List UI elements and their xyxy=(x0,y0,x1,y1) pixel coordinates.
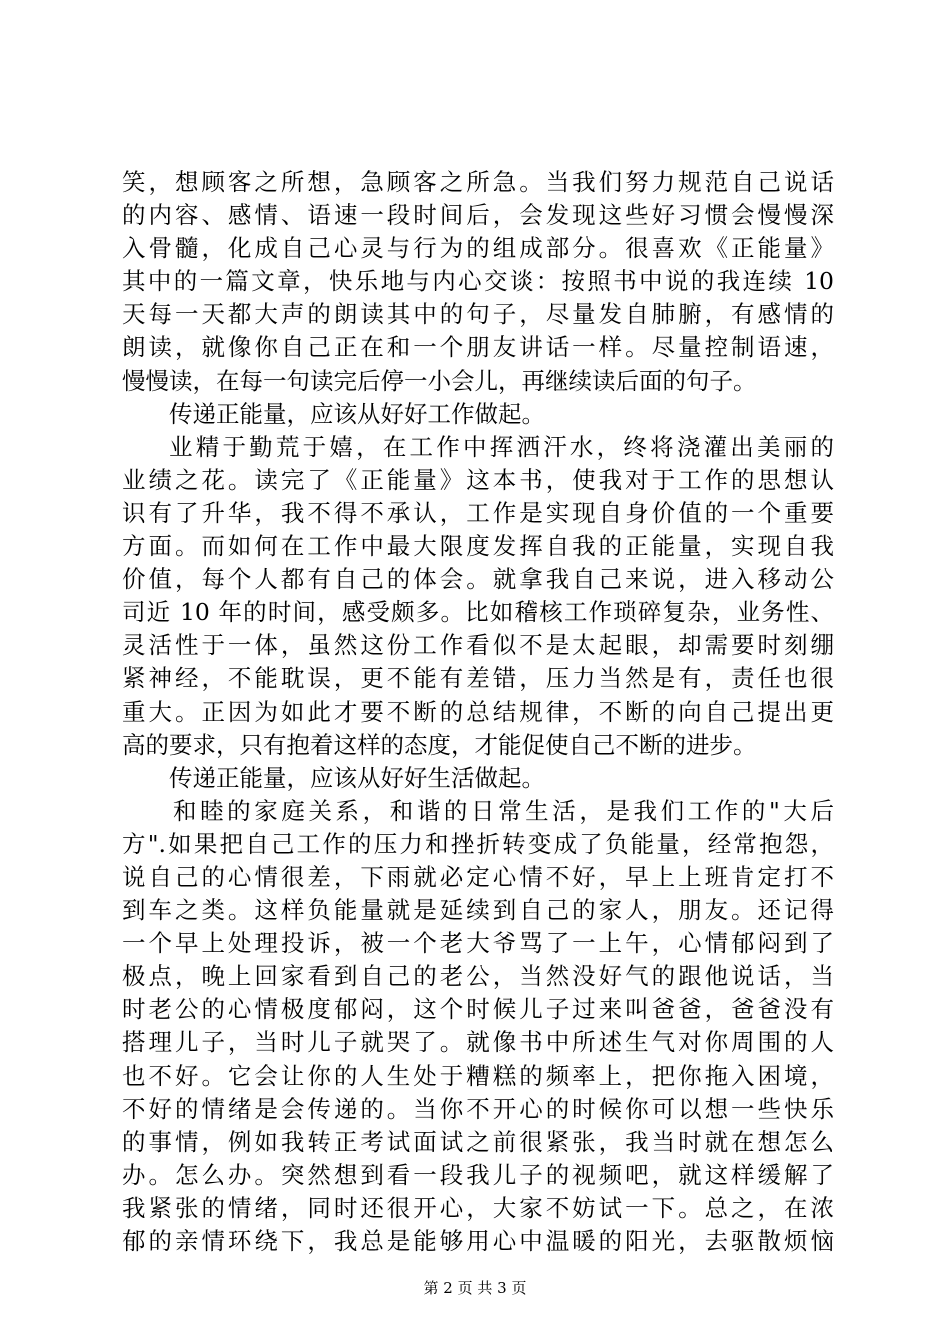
text-line: 的内容、感情、语速一段时间后，会发现这些好习惯会慢慢深 xyxy=(122,201,834,230)
text-line: 搭理儿子，当时儿子就哭了。就像书中所述生气对你周围的人 xyxy=(122,1028,834,1057)
text-line: 时老公的心情极度郁闷，这个时候儿子过来叫爸爸，爸爸没有 xyxy=(122,995,834,1024)
text-line: 价值，每个人都有自己的体会。就拿我自己来说，进入移动公 xyxy=(122,565,834,594)
text-line: 灵活性于一体，虽然这份工作看似不是太起眼，却需要时刻绷 xyxy=(122,631,834,660)
document-body xyxy=(122,166,834,1258)
text-line: 办。怎么办。突然想到看一段我儿子的视频吧，就这样缓解了 xyxy=(122,1160,834,1189)
text-line: 天每一天都大声的朗读其中的句子，尽量发自肺腑，有感情的 xyxy=(122,300,834,329)
text-line: 方".如果把自己工作的压力和挫折转变成了负能量，经常抱怨， xyxy=(122,829,834,858)
text-line: 到车之类。这样负能量就是延续到自己的家人，朋友。还记得 xyxy=(122,896,834,925)
text-line: 业精于勤荒于嬉，在工作中挥洒汗水，终将浇灌出美丽的 xyxy=(169,432,834,461)
text-line: 郁的亲情环绕下，我总是能够用心中温暖的阳光，去驱散烦恼 xyxy=(122,1227,834,1255)
text-line: 一个早上处理投诉，被一个老大爷骂了一上午，心情郁闷到了 xyxy=(122,929,834,958)
text-line: 也不好。它会让你的人生处于糟糕的频率上，把你拖入困境， xyxy=(122,1061,834,1090)
text-line: 慢慢读，在每一句读完后停一小会儿，再继续读后面的句子。 xyxy=(122,366,757,395)
text-line: 司近 10 年的时间，感受颇多。比如稽核工作琐碎复杂，业务性、 xyxy=(122,598,834,627)
section-heading: 传递正能量，应该从好好工作做起。 xyxy=(169,399,545,428)
text-line: 说自己的心情很差，下雨就必定心情不好，早上上班肯定打不 xyxy=(122,862,834,891)
text-line: 入骨髓，化成自己心灵与行为的组成部分。很喜欢《正能量》 xyxy=(122,234,834,263)
text-line: 极点，晚上回家看到自己的老公，当然没好气的跟他说话，当 xyxy=(122,962,834,991)
text-line: 方面。而如何在工作中最大限度发挥自我的正能量，实现自我 xyxy=(122,532,834,561)
page-footer: 第 2 页 共 3 页 xyxy=(423,1279,527,1297)
text-line: 朗读，就像你自己正在和一个朋友讲话一样。尽量控制语速， xyxy=(122,333,834,362)
text-line: 重大。正因为如此才要不断的总结规律，不断的向自己提出更 xyxy=(122,697,834,726)
text-line: 紧神经，不能耽误，更不能有差错，压力当然是有，责任也很 xyxy=(122,664,834,693)
text-line: 的事情，例如我转正考试面试之前很紧张，我当时就在想怎么 xyxy=(122,1127,834,1156)
text-line: 不好的情绪是会传递的。当你不开心的时候你可以想一些快乐 xyxy=(122,1094,834,1123)
text-line: 其中的一篇文章，快乐地与内心交谈：按照书中说的我连续 10 xyxy=(122,267,834,296)
text-line: 识有了升华，我不得不承认，工作是实现自身价值的一个重要 xyxy=(122,498,834,527)
text-line: 业绩之花。读完了《正能量》这本书，使我对于工作的思想认 xyxy=(122,465,834,494)
section-heading: 传递正能量，应该从好好生活做起。 xyxy=(169,763,545,792)
text-line: 高的要求，只有抱着这样的态度，才能促使自己不断的进步。 xyxy=(122,730,757,759)
text-line: 我紧张的情绪，同时还很开心，大家不妨试一下。总之，在浓 xyxy=(122,1193,834,1222)
text-line: 笑，想顾客之所想，急顾客之所急。当我们努力规范自己说话 xyxy=(122,168,834,196)
text-line: 和睦的家庭关系，和谐的日常生活，是我们工作的"大后 xyxy=(173,796,834,825)
